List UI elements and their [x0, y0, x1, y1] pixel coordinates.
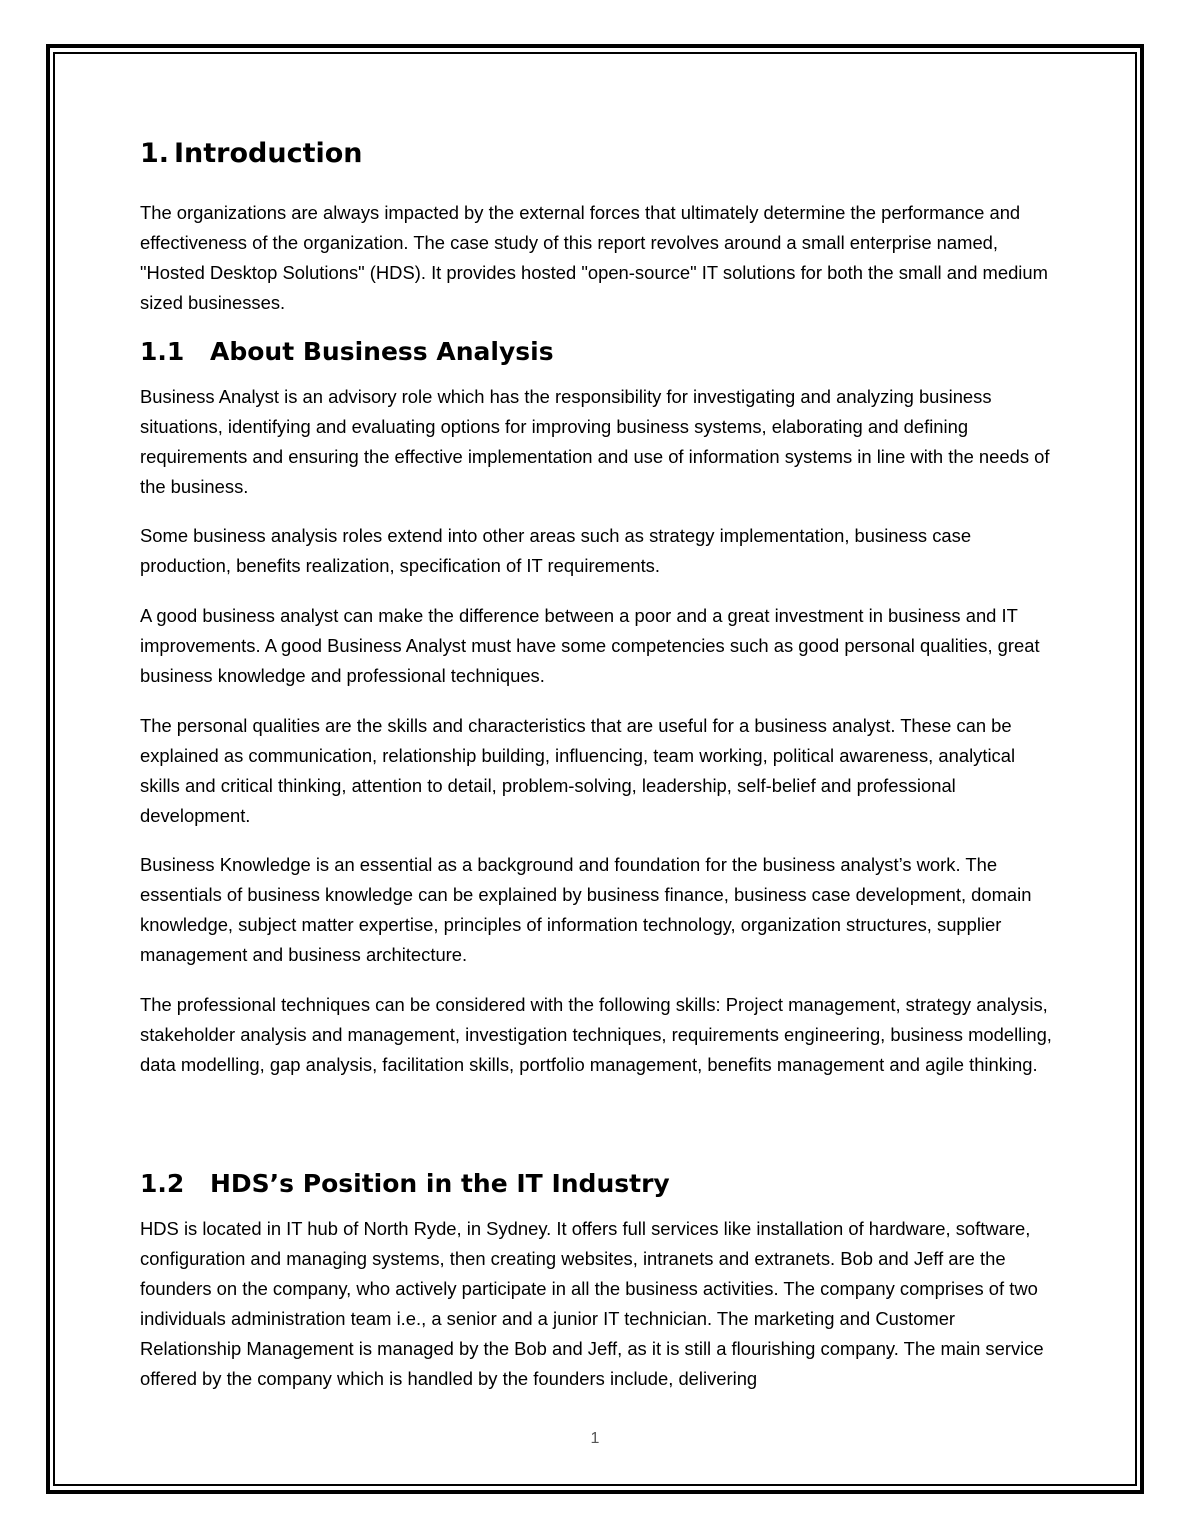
heading-hds-position: [140, 1169, 670, 1198]
heading-about-business-analysis: [140, 337, 554, 366]
heading-introduction: [140, 138, 363, 169]
heading-title: HDS’s Position in the IT Industry: [210, 1169, 670, 1198]
heading-number: 1.2: [140, 1169, 185, 1198]
heading-number: 1.1: [140, 337, 185, 366]
intro-paragraph: The organizations are always impacted by the external forces that ultimately determine the performance and effectiveness of the organization. The case study of this report revolves around a small enterprise named, "Hosted Desktop Solutions" (HDS). It provides hosted "open-source" IT solutions for both the small and medium sized businesses.: [140, 202, 1048, 313]
paragraph: A good business analyst can make the difference between a poor and a great investment in business and IT improvements. A good Business Analyst must have some competencies such as good personal qualities, great business knowledge and professional techniques.: [140, 605, 1040, 686]
paragraph: HDS is located in IT hub of North Ryde, in Sydney. It offers full services like installation of hardware, software, configuration and managing systems, then creating websites, intranets and extranets. Bob and Jeff are the founders on the company, who actively participate in all the business activities. The company comprises of two individuals administration team i.e., a senior and a junior IT technician. The marketing and Customer Relationship Management is managed by the Bob and Jeff, as it is still a flourishing company. The main service offered by the company which is handled by the founders include, delivering: [140, 1218, 1044, 1389]
paragraph: Business Knowledge is an essential as a background and foundation for the business analyst’s work. The essentials of business knowledge can be explained by business finance, business case development, domain knowledge, subject matter expertise, principles of information technology, organization structures, supplier management and business architecture.: [140, 854, 1032, 965]
heading-title: About Business Analysis: [210, 337, 554, 366]
paragraph: The professional techniques can be considered with the following skills: Project management, strategy analysis, stakeholder analysis and management, investigation techniques, requirements engineering, business modelling, data modelling, gap analysis, facilitation skills, portfolio management, benefits management and agile thinking.: [140, 994, 1052, 1075]
page-number: 1: [590, 1430, 600, 1447]
heading-number: 1.: [140, 138, 170, 169]
paragraph: The personal qualities are the skills and characteristics that are useful for a business analyst. These can be explained as communication, relationship building, influencing, team working, political awareness, analytical skills and critical thinking, attention to detail, problem-solving, leadership, self-belief and professional development.: [140, 715, 1016, 826]
heading-title: Introduction: [174, 138, 363, 169]
paragraph: Some business analysis roles extend into other areas such as strategy implementation, business case production, benefits realization, specification of IT requirements.: [140, 525, 972, 576]
paragraph: Business Analyst is an advisory role which has the responsibility for investigating and analyzing business situations, identifying and evaluating options for improving business systems, elaborating and defining requirements and ensuring the effective implementation and use of information systems in line with the needs of the business.: [140, 386, 1050, 497]
